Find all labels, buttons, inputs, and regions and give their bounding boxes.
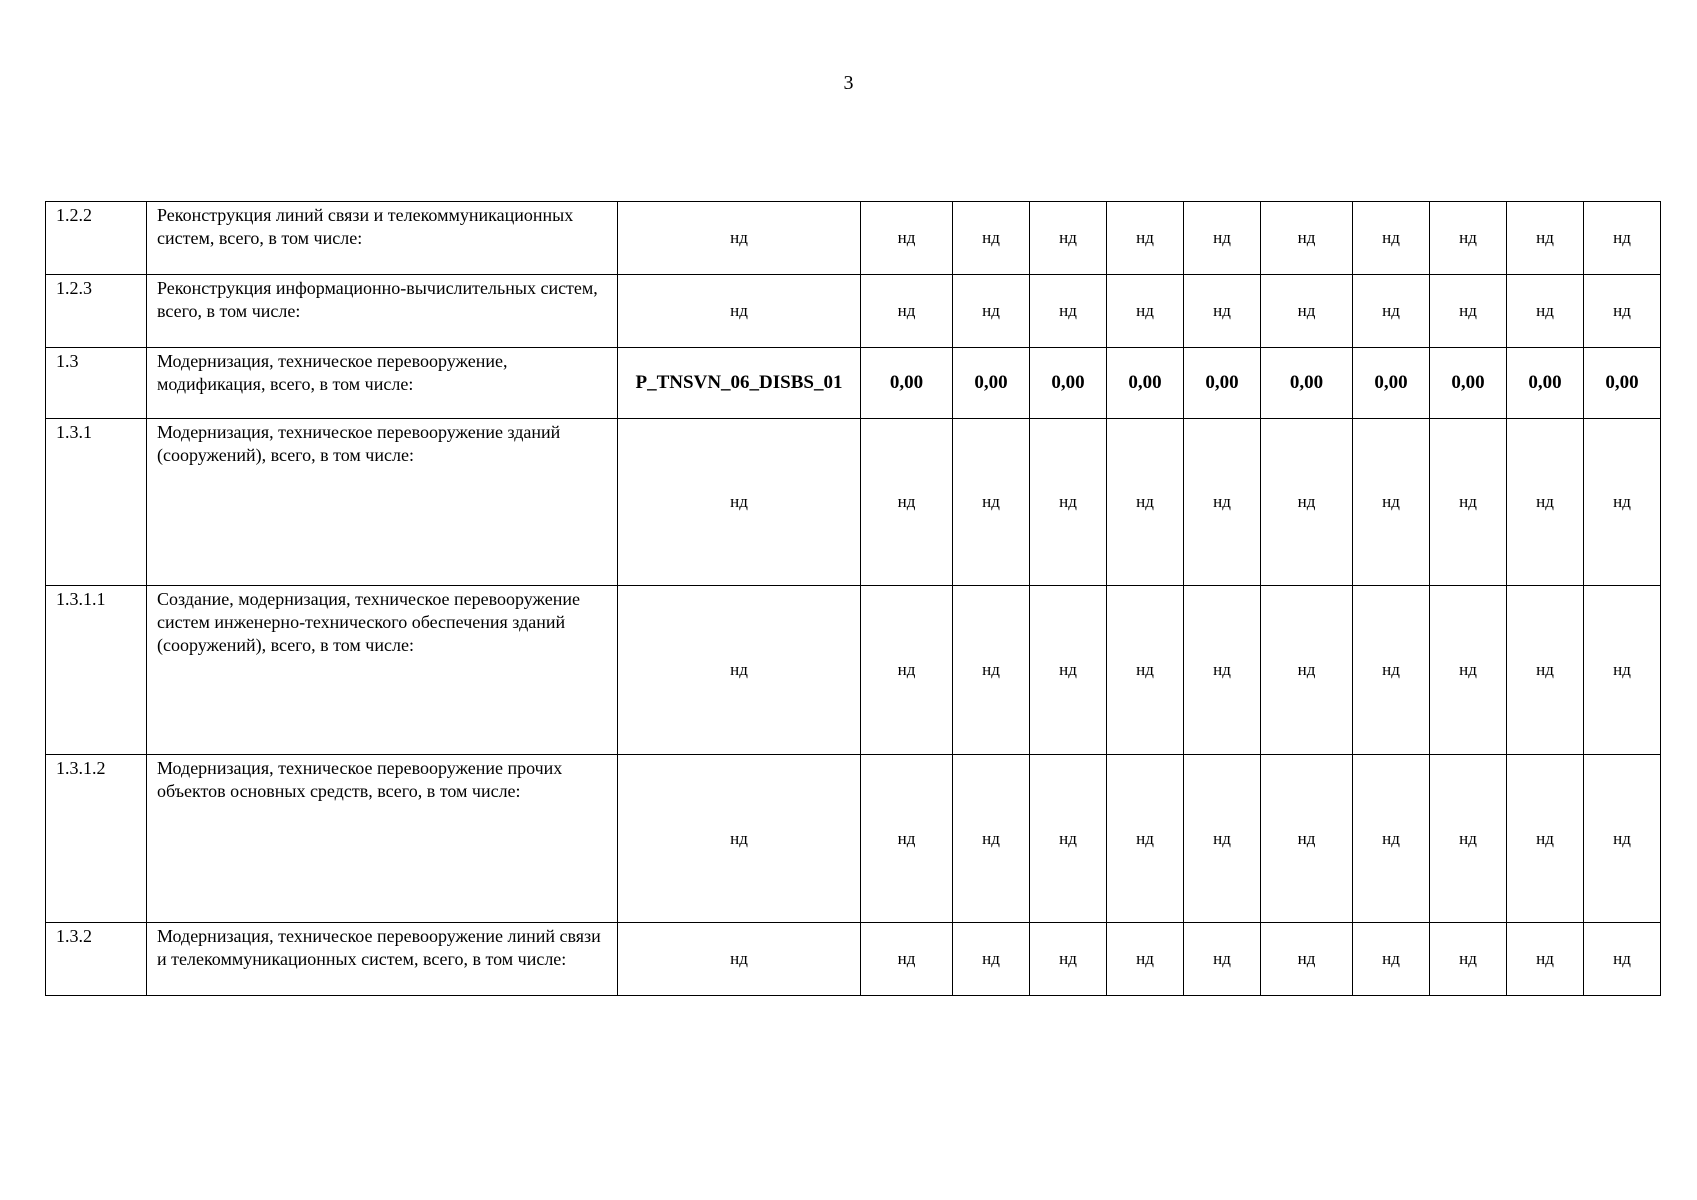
row-value: нд — [861, 275, 953, 348]
row-value: нд — [861, 755, 953, 923]
row-value: нд — [1430, 419, 1507, 586]
row-value: нд — [1030, 202, 1107, 275]
table-row — [46, 202, 1661, 275]
row-value: нд — [1353, 419, 1430, 586]
row-value: нд — [1184, 419, 1261, 586]
row-name: Реконструкция информационно-вычислительных систем, всего, в том числе: — [147, 275, 618, 348]
row-value: нд — [1584, 586, 1661, 755]
row-value: нд — [1584, 275, 1661, 348]
investment-table — [45, 201, 1661, 996]
row-name: Модернизация, техническое перевооружение линий связи и телекоммуникационных систем, всего, в том числе: — [147, 923, 618, 996]
row-value: нд — [1261, 923, 1353, 996]
row-value: нд — [861, 923, 953, 996]
row-value: нд — [1430, 275, 1507, 348]
row-value: нд — [1430, 586, 1507, 755]
row-code: 1.3.2 — [46, 923, 147, 996]
row-name: Модернизация, техническое перевооружение зданий (сооружений), всего, в том числе: — [147, 419, 618, 586]
page-number: 3 — [843, 72, 854, 94]
row-value: нд — [1261, 419, 1353, 586]
table-row — [46, 586, 1661, 755]
row-id: P_TNSVN_06_DISBS_01 — [618, 348, 861, 419]
row-value: нд — [1353, 202, 1430, 275]
row-value: нд — [1107, 923, 1184, 996]
row-value: нд — [1353, 755, 1430, 923]
row-id: нд — [618, 586, 861, 755]
row-value: нд — [861, 419, 953, 586]
row-code: 1.2.2 — [46, 202, 147, 275]
row-value: нд — [1507, 202, 1584, 275]
row-value: нд — [1030, 586, 1107, 755]
row-code: 1.2.3 — [46, 275, 147, 348]
row-value: нд — [1107, 202, 1184, 275]
row-value: нд — [1261, 275, 1353, 348]
row-value: нд — [1507, 923, 1584, 996]
row-value: нд — [1584, 202, 1661, 275]
row-value: нд — [1184, 923, 1261, 996]
row-value: нд — [1030, 923, 1107, 996]
row-id: нд — [618, 923, 861, 996]
row-value: нд — [1261, 586, 1353, 755]
row-id: нд — [618, 755, 861, 923]
row-value: 0,00 — [1430, 348, 1507, 419]
row-value: нд — [1430, 923, 1507, 996]
row-value: 0,00 — [1353, 348, 1430, 419]
row-value: нд — [1107, 275, 1184, 348]
row-value: 0,00 — [1030, 348, 1107, 419]
row-code: 1.3.1.1 — [46, 586, 147, 755]
row-value: нд — [861, 586, 953, 755]
row-id: нд — [618, 202, 861, 275]
row-name: Модернизация, техническое перевооружение, модификация, всего, в том числе: — [147, 348, 618, 419]
row-value: нд — [1184, 586, 1261, 755]
row-value: нд — [1184, 202, 1261, 275]
row-code: 1.3.1.2 — [46, 755, 147, 923]
row-value: нд — [1030, 275, 1107, 348]
table-row — [46, 755, 1661, 923]
row-value: 0,00 — [1261, 348, 1353, 419]
row-value: нд — [1353, 923, 1430, 996]
row-value: 0,00 — [953, 348, 1030, 419]
row-code: 1.3 — [46, 348, 147, 419]
row-name: Модернизация, техническое перевооружение прочих объектов основных средств, всего, в том числе: — [147, 755, 618, 923]
row-value: нд — [953, 755, 1030, 923]
row-value: нд — [1184, 755, 1261, 923]
row-value: нд — [1584, 419, 1661, 586]
row-value: 0,00 — [1584, 348, 1661, 419]
row-value: нд — [1507, 419, 1584, 586]
row-value: нд — [953, 275, 1030, 348]
row-value: нд — [953, 419, 1030, 586]
row-value: нд — [1353, 275, 1430, 348]
row-value: нд — [1353, 586, 1430, 755]
row-value: нд — [1107, 755, 1184, 923]
row-value: 0,00 — [861, 348, 953, 419]
row-value: 0,00 — [1107, 348, 1184, 419]
table-row — [46, 348, 1661, 419]
row-value: нд — [861, 202, 953, 275]
row-id: нд — [618, 419, 861, 586]
table-row — [46, 275, 1661, 348]
row-value: нд — [953, 586, 1030, 755]
row-value: нд — [953, 923, 1030, 996]
row-name: Реконструкция линий связи и телекоммуникационных систем, всего, в том числе: — [147, 202, 618, 275]
table-row — [46, 419, 1661, 586]
row-value: нд — [1430, 202, 1507, 275]
row-value: нд — [1184, 275, 1261, 348]
row-value: нд — [1507, 755, 1584, 923]
row-value: 0,00 — [1184, 348, 1261, 419]
row-value: нд — [1584, 923, 1661, 996]
row-value: нд — [1261, 202, 1353, 275]
row-value: нд — [1107, 586, 1184, 755]
row-value: нд — [1030, 419, 1107, 586]
row-value: нд — [1107, 419, 1184, 586]
row-name: Создание, модернизация, техническое перевооружение систем инженерно-технического обеспечения зданий (сооружений), всего, в том числе: — [147, 586, 618, 755]
table-row — [46, 923, 1661, 996]
row-value: нд — [1430, 755, 1507, 923]
row-value: нд — [1507, 275, 1584, 348]
row-value: нд — [1030, 755, 1107, 923]
row-value: 0,00 — [1507, 348, 1584, 419]
row-value: нд — [953, 202, 1030, 275]
row-code: 1.3.1 — [46, 419, 147, 586]
row-id: нд — [618, 275, 861, 348]
row-value: нд — [1261, 755, 1353, 923]
row-value: нд — [1507, 586, 1584, 755]
row-value: нд — [1584, 755, 1661, 923]
